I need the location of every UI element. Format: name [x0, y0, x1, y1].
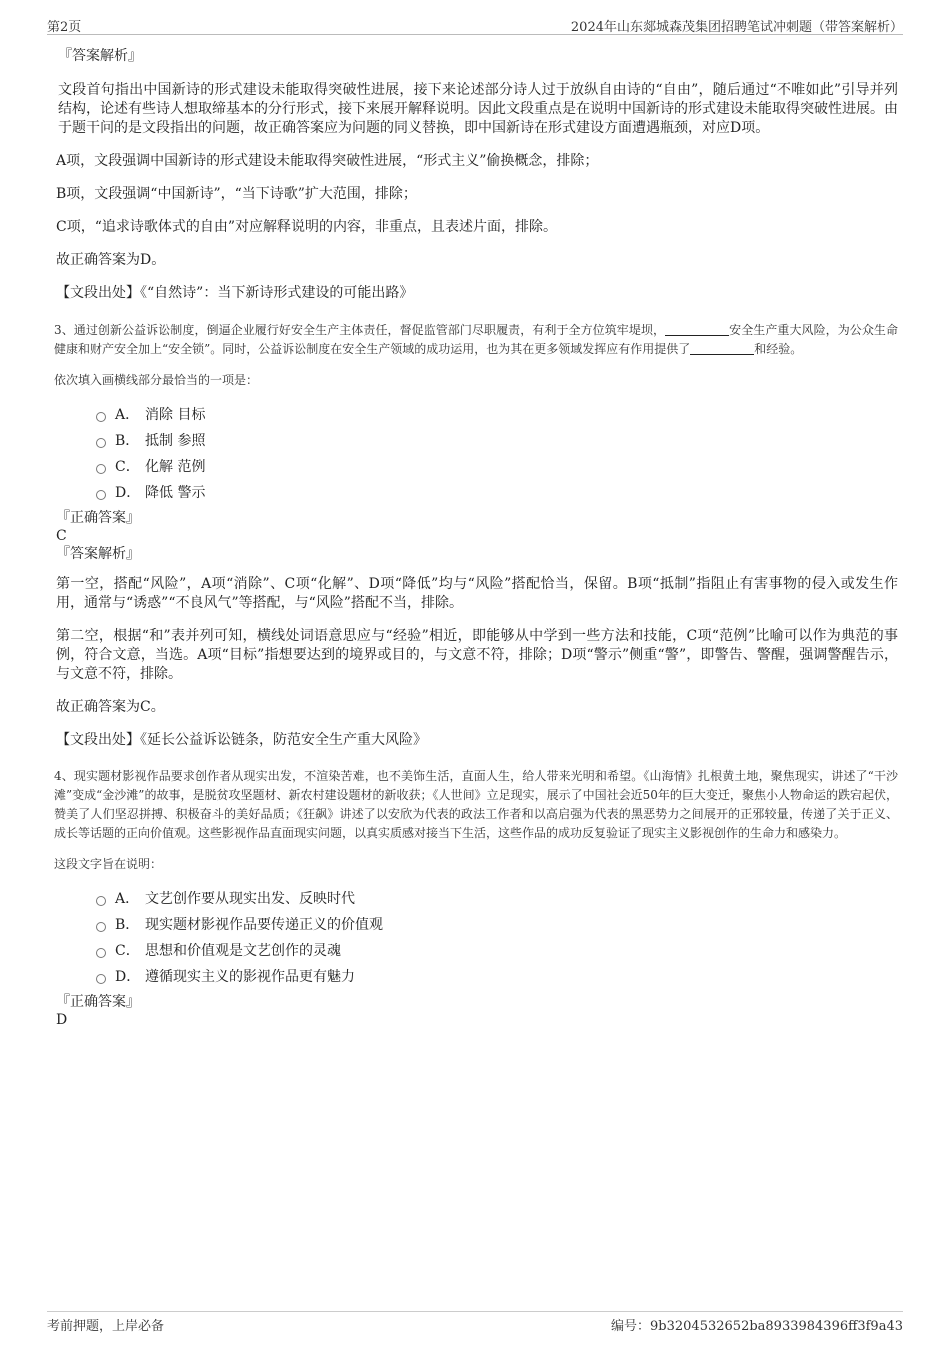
correct-answer: D — [56, 1012, 68, 1028]
option-a[interactable]: A． 消除 目标 — [96, 401, 898, 427]
source-citation: 【文段出处】《延长公益诉讼链条，防范安全生产重大风险》 — [56, 732, 427, 748]
correct-answer-label: 『正确答案』 — [56, 994, 140, 1010]
question-prompt: 依次填入画横线部分最恰当的一项是： — [54, 373, 259, 387]
document-title: 2024年山东郯城森茂集团招聘笔试冲刺题（带答案解析） — [570, 20, 903, 35]
answer-options — [96, 401, 898, 505]
analysis-paragraph: C项，“追求诗歌体式的自由”对应解释说明的内容，非重点，且表述片面，排除。 — [56, 219, 558, 235]
analysis-paragraph: 第一空，搭配“风险”，A项“消除”、C项“化解”、D项“降低”均与“风险”搭配恰当，保留。B项“抵制”指阻止有害事物的侵入或发生作用，通常与“诱惑”“不良风气”等搭配，与“风险”搭配不当，排除。 — [56, 576, 898, 611]
fill-blank — [690, 341, 754, 355]
option-b[interactable]: B． 抵制 参照 — [96, 427, 898, 453]
radio-icon[interactable] — [96, 922, 106, 932]
option-c[interactable]: C． 思想和价值观是文艺创作的灵魂 — [96, 937, 898, 963]
analysis-paragraph: B项，文段强调“中国新诗”，“当下诗歌”扩大范围，排除； — [56, 186, 417, 202]
page-header — [47, 14, 903, 35]
analysis-paragraph: 文段首句指出中国新诗的形式建设未能取得突破性进展，接下来论述部分诗人过于放纵自由诗的“自由”，随后通过“不唯如此”引导并列结构，论述有些诗人想取缔基本的分行形式，接下来展开解释说明。因此文段重点是在说明中国新诗的形式建设未能取得突破性进展。由于题干问的是文段指出的问题，故正确答案应为问题的同义替换，即中国新诗在形式建设方面遭遇瓶颈，对应D项。 — [58, 82, 898, 136]
radio-icon[interactable] — [96, 948, 106, 958]
radio-icon[interactable] — [96, 464, 106, 474]
radio-icon[interactable] — [96, 438, 106, 448]
source-citation: 【文段出处】《“自然诗”：当下新诗形式建设的可能出路》 — [56, 285, 414, 301]
correct-answer-label: 『正确答案』 — [56, 510, 140, 526]
page-number: 第2页 — [47, 20, 82, 35]
option-d[interactable]: D． 降低 警示 — [96, 479, 898, 505]
option-b[interactable]: B． 现实题材影视作品要传递正义的价值观 — [96, 911, 898, 937]
document-id: 编号：9b3204532652ba8933984396ff3f9a43 — [611, 1319, 903, 1334]
analysis-paragraph: 故正确答案为D。 — [56, 252, 166, 268]
analysis-label: 『答案解析』 — [58, 48, 142, 64]
question-prompt: 这段文字旨在说明： — [54, 857, 163, 871]
option-c[interactable]: C． 化解 范例 — [96, 453, 898, 479]
analysis-label: 『答案解析』 — [56, 546, 140, 562]
fill-blank — [665, 322, 729, 336]
analysis-paragraph: 第二空，根据“和”表并列可知，横线处词语意思应与“经验”相近，即能够从中学到一些方法和技能，C项“范例”比喻可以作为典范的事例，符合文意，当选。A项“目标”指想要达到的境界或目的，与文意不符，排除；D项“警示”侧重“警”，即警告、警醒，强调警醒告示，与文意不符，排除。 — [56, 628, 898, 682]
analysis-paragraph: 故正确答案为C。 — [56, 699, 165, 715]
analysis-paragraph: A项，文段强调中国新诗的形式建设未能取得突破性进展，“形式主义”偷换概念，排除； — [56, 153, 599, 169]
answer-options — [96, 885, 898, 989]
page-content — [56, 46, 898, 1029]
question-text: 4、现实题材影视作品要求创作者从现实出发，不渲染苦难，也不美饰生活，直面人生，给人带来光明和希望。《山海情》扎根黄土地，聚焦现实，讲述了“干沙滩”变成“金沙滩”的故事，是脱贫攻坚题材、新农村建设题材的新收获；《人世间》立足现实，展示了中国社会近50年的巨大变迁，聚焦小人物命运的跌宕起伏，赞美了人们坚忍拼搏、积极奋斗的美好品质；《狂飙》讲述了以安欣为代表的政法工作者和以高启强为代表的黑恶势力之间展开的正邪较量，传递了关于正义、成长等话题的正向价值观。这些影视作品直面现实问题，以真实质感对接当下生活，这些作品的成功反复验证了现实主义影视创作的生命力和感染力。 — [54, 769, 898, 840]
question-text: 3、通过创新公益诉讼制度，倒逼企业履行好安全生产主体责任，督促监管部门尽职履责，有利于全方位筑牢堤坝， 安全生产重大风险，为公众生命健康和财产安全加上“安全锁”。同时，公益诉讼制度在安全生产领域的成功运用，也为其在更多领域发挥应有作用提供了 和经验。 — [54, 323, 898, 356]
correct-answer: C — [56, 528, 67, 544]
page-footer — [47, 1311, 903, 1336]
footer-slogan: 考前押题，上岸必备 — [47, 1319, 165, 1334]
option-a[interactable]: A． 文艺创作要从现实出发、反映时代 — [96, 885, 898, 911]
option-d[interactable]: D． 遵循现实主义的影视作品更有魅力 — [96, 963, 898, 989]
radio-icon[interactable] — [96, 896, 106, 906]
radio-icon[interactable] — [96, 490, 106, 500]
radio-icon[interactable] — [96, 412, 106, 422]
radio-icon[interactable] — [96, 974, 106, 984]
